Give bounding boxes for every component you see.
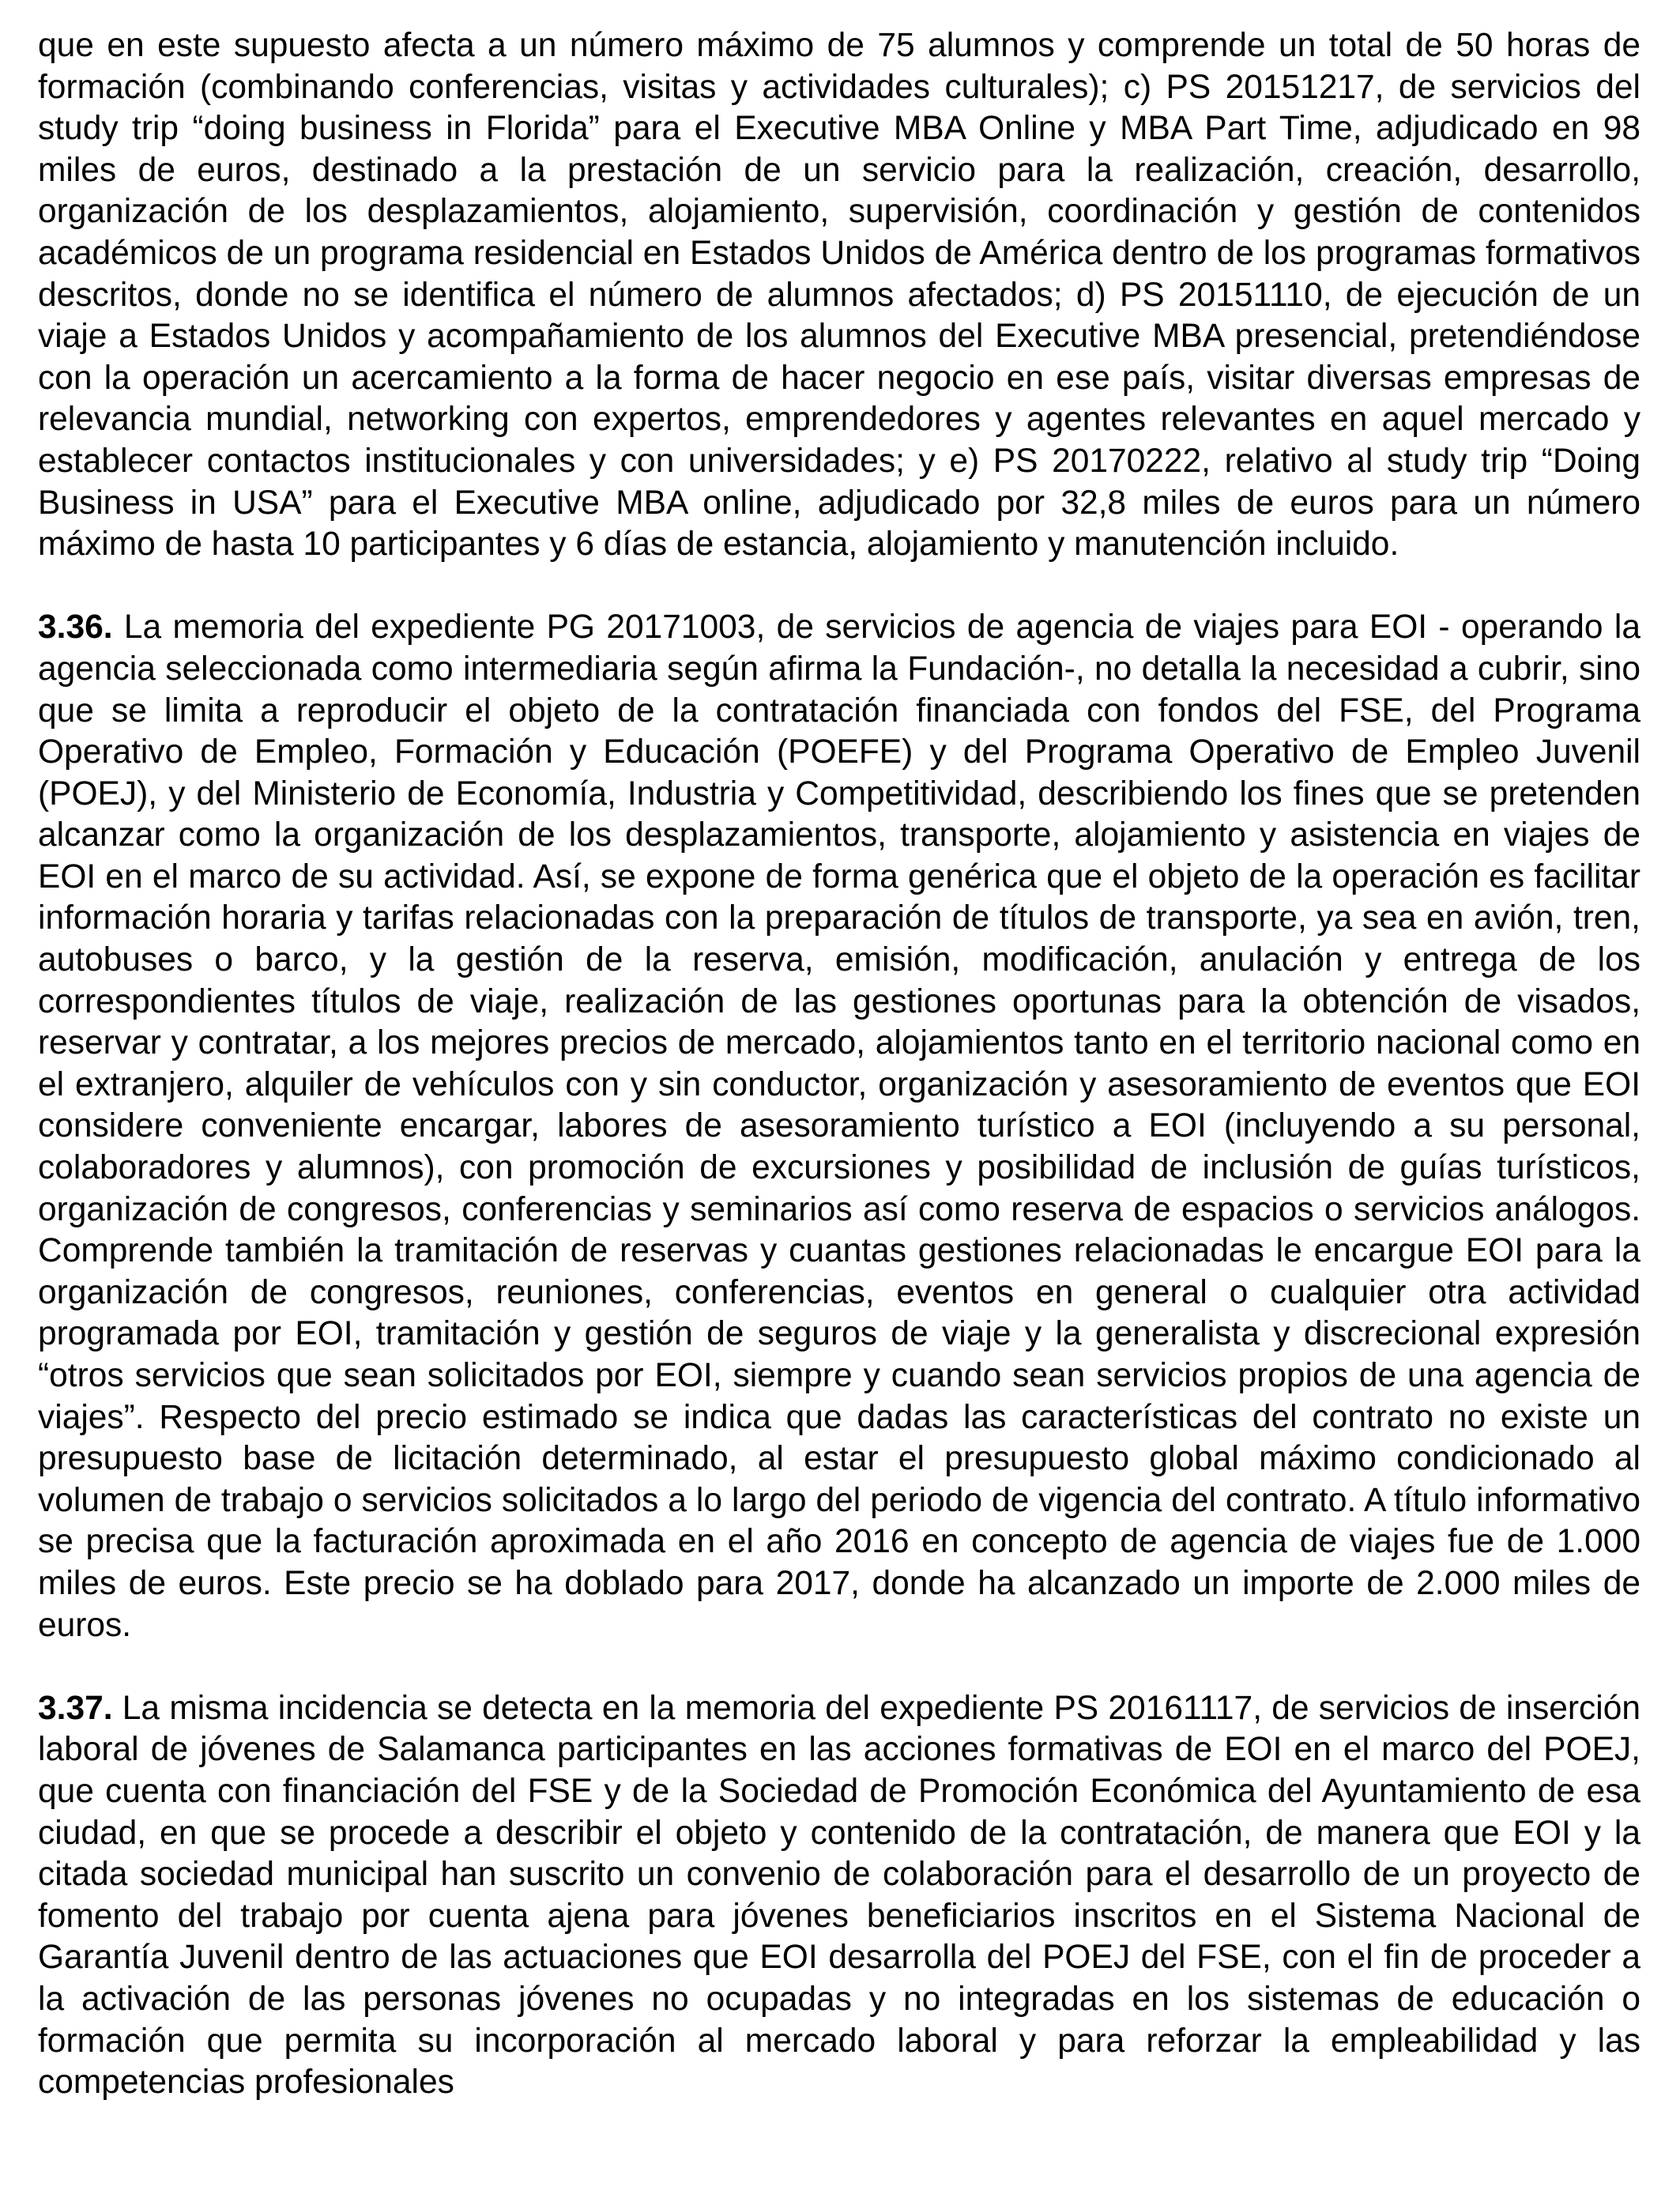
paragraph-3-36 [38,607,1640,1646]
paragraph-3-37 [38,1688,1640,2104]
paragraph-text: La misma incidencia se detecta en la memoria del expediente PS 20161117, de servicios de inserción laboral de jóvenes de Salamanca participantes en las acciones formativas de EOI en el marco del POEJ, que cuenta con financiación del FSE y de la Sociedad de Promoción Económica del Ayuntamiento de esa ciudad, en que se procede a describir el objeto y contenido de la contratación, de manera que EOI y la citada sociedad municipal han suscrito un convenio de colaboración para el desarrollo de un proyecto de fomento del trabajo por cuenta ajena para jóvenes beneficiarios inscritos en el Sistema Nacional de Garantía Juvenil dentro de las actuaciones que EOI desarrolla del POEJ del FSE, con el fin de proceder a la activación de las personas jóvenes no ocupadas y no integradas en los sistemas de educación o formación que permita su incorporación al mercado laboral y para reforzar la empleabilidad y las competencias profesionales [38,1689,1640,2102]
document-page [38,25,1640,2104]
paragraph-text: que en este supuesto afecta a un número máximo de 75 alumnos y comprende un total de 50 horas de formación (combinando conferencias, visitas y actividades culturales); c) PS 20151217, de servicios del study trip “doing business in Florida” para el Executive MBA Online y MBA Part Time, adjudicado en 98 miles de euros, destinado a la prestación de un servicio para la realización, creación, desarrollo, organización de los desplazamientos, alojamiento, supervisión, coordinación y gestión de contenidos académicos de un programa residencial en Estados Unidos de América dentro de los programas formativos descritos, donde no se identifica el número de alumnos afectados; d) PS 20151110, de ejecución de un viaje a Estados Unidos y acompañamiento de los alumnos del Executive MBA presencial, pretendiéndose con la operación un acercamiento a la forma de hacer negocio en ese país, visitar diversas empresas de relevancia mundial, networking con expertos, emprendedores y agentes relevantes en aquel mercado y establecer contactos institucionales y con universidades; y e) PS 20170222, relativo al study trip “Doing Business in USA” para el Executive MBA online, adjudicado por 32,8 miles de euros para un número máximo de hasta 10 participantes y 6 días de estancia, alojamiento y manutención incluido. [38,27,1640,564]
paragraph-spacer [38,566,1640,608]
paragraph-text: La memoria del expediente PG 20171003, de servicios de agencia de viajes para EOI - operando la agencia seleccionada como intermediaria según afirma la Fundación-, no detalla la necesidad a cubrir, sino que se limita a reproducir el objeto de la contratación financiada con fondos del FSE, del Programa Operativo de Empleo, Formación y Educación (POEFE) y del Programa Operativo de Empleo Juvenil (POEJ), y del Ministerio de Economía, Industria y Competitividad, describiendo los fines que se pretenden alcanzar como la organización de los desplazamientos, transporte, alojamiento y asistencia en viajes de EOI en el marco de su actividad. Así, se expone de forma genérica que el objeto de la operación es facilitar información horaria y tarifas relacionadas con la preparación de títulos de transporte, ya sea en avión, tren, autobuses o barco, y la gestión de la reserva, emisión, modificación, anulación y entrega de los correspondientes títulos de viaje, realización de las gestiones oportunas para la obtención de visados, reservar y contratar, a los mejores precios de mercado, alojamientos tanto en el territorio nacional como en el extranjero, alquiler de vehículos con y sin conductor, organización y asesoramiento de eventos que EOI considere conveniente encargar, labores de asesoramiento turístico a EOI (incluyendo a su personal, colaboradores y alumnos), con promoción de excursiones y posibilidad de inclusión de guías turísticos, organización de congresos, conferencias y seminarios así como reserva de espacios o servicios análogos. Comprende también la tramitación de reservas y cuantas gestiones relacionadas le encargue EOI para la organización de congresos, reuniones, conferencias, eventos en general o cualquier otra actividad programada por EOI, tramitación y gestión de seguros de viaje y la generalista y discrecional expresión “otros servicios que sean solicitados por EOI, siempre y cuando sean servicios propios de una agencia de viajes”. Respecto del precio estimado se indica que dadas las características del contrato no existe un presupuesto base de licitación determinado, al estar el presupuesto global máximo condicionado al volumen de trabajo o servicios solicitados a lo largo del periodo de vigencia del contrato. A título informativo se precisa que la facturación aproximada en el año 2016 en concepto de agencia de viajes fue de 1.000 miles de euros. Este precio se ha doblado para 2017, donde ha alcanzado un importe de 2.000 miles de euros. [38,609,1640,1644]
paragraph-spacer [38,1646,1640,1688]
paragraph-continuation [38,25,1640,566]
paragraph-number: 3.37. [38,1689,113,1727]
paragraph-number: 3.36. [38,609,113,647]
